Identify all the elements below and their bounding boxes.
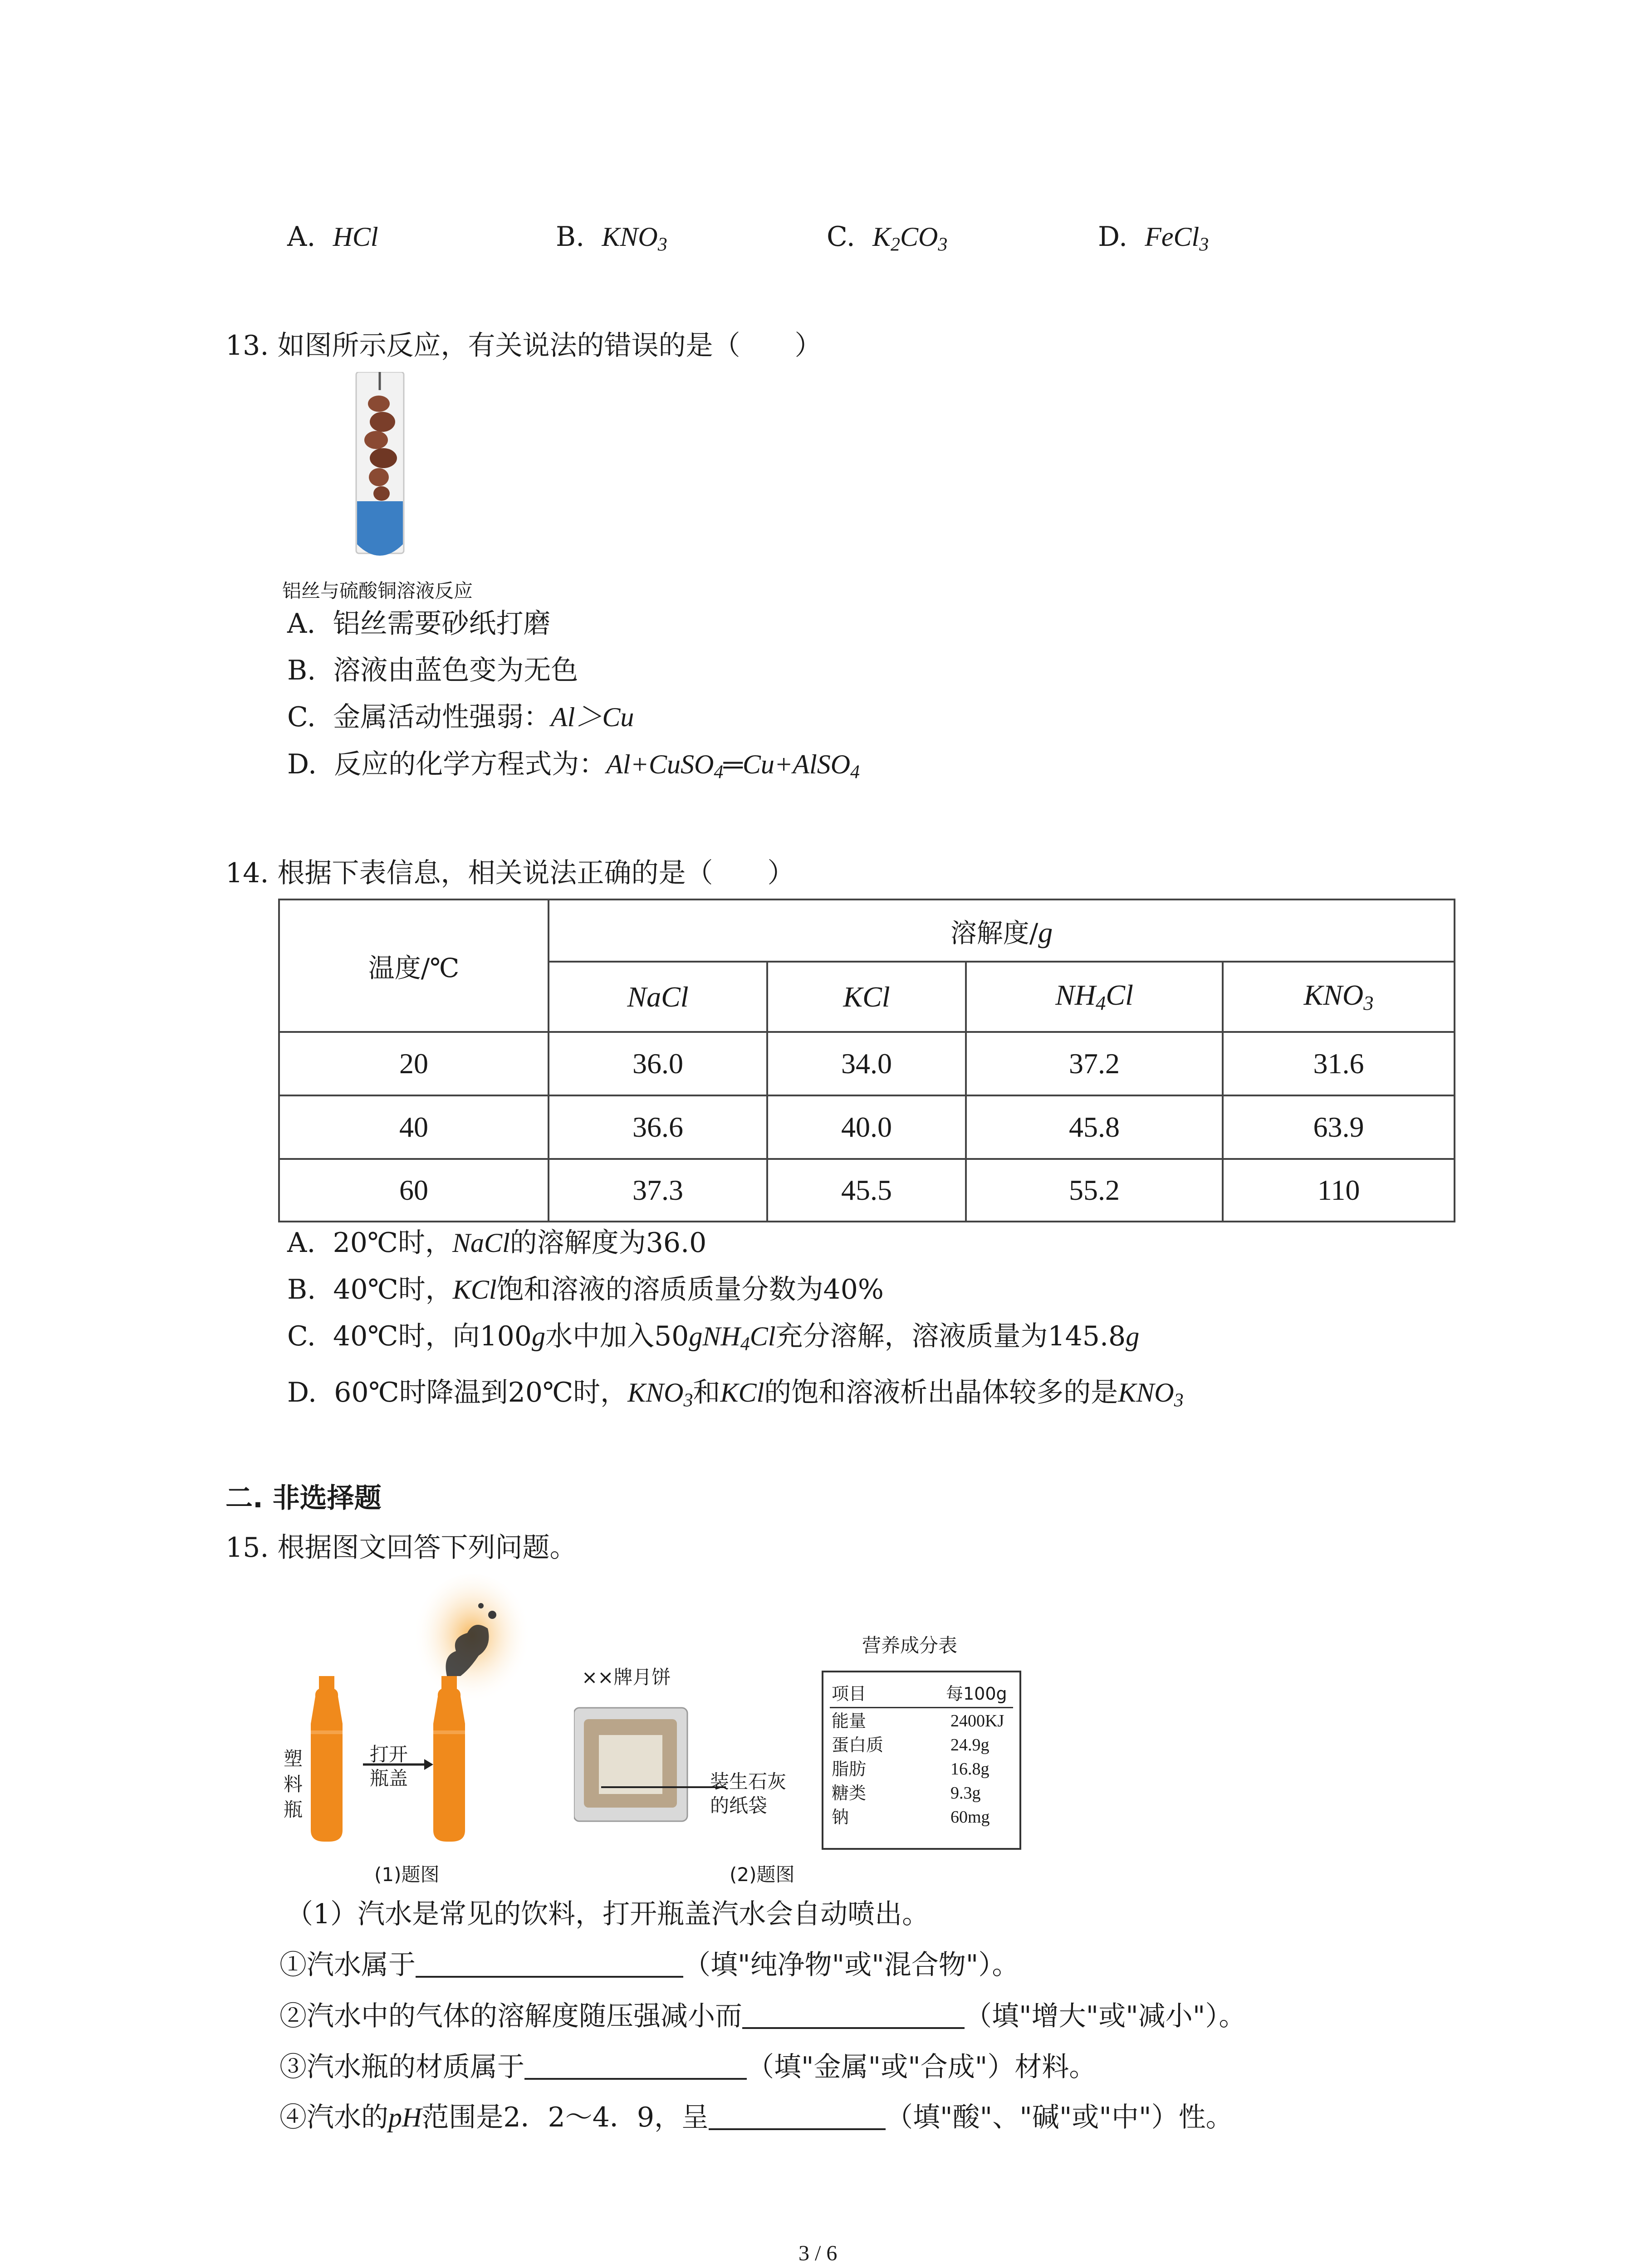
soda-bottles-figure <box>311 1574 529 1846</box>
formula: Al+CuSO <box>606 749 714 779</box>
q12-option-d <box>1098 219 1209 263</box>
item-text: ④汽水的 <box>279 2102 388 2133</box>
formula: pH <box>388 2102 422 2132</box>
formula: Cl <box>749 1321 776 1351</box>
col-header-nacl <box>549 962 767 1032</box>
nutrition-header-item: 项目 <box>832 1684 867 1704</box>
table-cell: 40 <box>279 1095 549 1159</box>
q13-option-c <box>287 699 634 735</box>
page-number: 3 / 6 <box>798 2241 838 2265</box>
table-row <box>279 1095 1455 1159</box>
q14-stem: 14. 根据下表信息，相关说法正确的是（ ） <box>225 857 795 889</box>
item-text: ②汽水中的气体的溶解度随压强减小而 <box>279 2000 742 2032</box>
subscript: 3 <box>683 1390 693 1411</box>
mooncake-package-figure <box>574 1701 728 1833</box>
q15-item-4 <box>279 2099 1233 2136</box>
q15-sub1: （1）汽水是常见的饮料，打开瓶盖汽水会自动喷出。 <box>286 1898 930 1930</box>
col-header-nh4cl: $NH_4Cl$ <box>966 962 1223 1032</box>
option-letter: A. <box>287 221 316 253</box>
formula: gNH <box>689 1321 740 1351</box>
q14-option-c <box>287 1318 1139 1363</box>
formula: KCl <box>452 1275 497 1305</box>
q13-option-a <box>287 606 551 642</box>
nutrition-title: 营养成分表 <box>862 1634 958 1657</box>
answer-blank[interactable] <box>709 2101 886 2130</box>
item-text: ③汽水瓶的材质属于 <box>279 2051 524 2083</box>
col-header-kno3: $KNO_3$ <box>1223 962 1455 1032</box>
option-text: 饱和溶液的溶质质量分数为40% <box>496 1274 884 1305</box>
subscript: 3 <box>1174 1390 1184 1411</box>
q14-option-d <box>287 1374 1184 1419</box>
option-text: 和 <box>693 1377 720 1408</box>
option-text: 20℃时， <box>333 1227 453 1259</box>
section-title: 二. 非选择题 <box>225 1482 382 1514</box>
nutrition-row-value: 16.8g <box>950 1760 989 1779</box>
action-label-cap: 瓶盖 <box>370 1767 408 1789</box>
q15-item-1 <box>279 1947 1019 1983</box>
option-text: 40℃时，向100 <box>333 1320 532 1352</box>
option-text: 水中加入50 <box>545 1320 689 1352</box>
nutrition-header-per: 每100g <box>946 1684 1007 1704</box>
formula: KNO <box>1118 1378 1174 1408</box>
item-text: （填"纯净物"或"混合物"）。 <box>683 1949 1019 1981</box>
option-text: 的溶解度为36.0 <box>509 1227 707 1259</box>
option-text: 铝丝需要砂纸打磨 <box>333 608 551 640</box>
bottle-label: 塑料瓶 <box>284 1748 303 1821</box>
option-text: 反应的化学方程式为： <box>334 748 607 780</box>
subscript: 2 <box>891 234 901 255</box>
formula: NaCl <box>452 1228 510 1258</box>
figure-caption: 铝丝与硫酸铜溶液反应 <box>282 580 473 602</box>
fig2-caption: (2)题图 <box>730 1863 795 1886</box>
option-letter: B. <box>287 655 316 686</box>
formula: KNO <box>602 222 658 252</box>
nutrition-row-name: 蛋白质 <box>832 1735 884 1755</box>
nutrition-row-name: 能量 <box>832 1711 867 1731</box>
formula: K <box>872 222 891 252</box>
table-cell: 55.2 <box>966 1159 1223 1222</box>
formula: KCl <box>720 1378 764 1408</box>
nutrition-row-value: 2400KJ <box>950 1711 1004 1730</box>
table-cell: 110 <box>1223 1159 1455 1222</box>
item-text: 范围是2．2～4．9，呈 <box>421 2102 709 2133</box>
formula: KNO <box>627 1378 684 1408</box>
option-letter: A. <box>287 1227 316 1259</box>
temp-header <box>279 899 549 1032</box>
option-letter: C. <box>827 221 855 253</box>
action-label-open: 打开 <box>370 1743 408 1765</box>
option-letter: C. <box>287 1320 316 1352</box>
option-letter: C. <box>287 701 316 733</box>
subscript: 4 <box>714 762 724 783</box>
item-text: （填"增大"或"减小"）。 <box>965 2000 1246 2032</box>
q14-option-a <box>287 1225 706 1261</box>
table-cell: 45.8 <box>966 1095 1223 1159</box>
col-header-kcl <box>767 962 966 1032</box>
table-cell: 34.0 <box>767 1032 966 1095</box>
q15-stem: 15. 根据图文回答下列问题。 <box>225 1532 577 1564</box>
q12-option-a <box>287 219 378 255</box>
formula: Al＞Cu <box>551 702 634 732</box>
table-row <box>279 1159 1455 1222</box>
option-text: 40℃时， <box>333 1274 453 1305</box>
table-cell: 36.0 <box>549 1032 767 1095</box>
formula: ═Cu+AlSO <box>723 749 851 779</box>
nutrition-row-value: 9.3g <box>950 1784 981 1803</box>
table-cell: 40.0 <box>767 1095 966 1159</box>
mooncake-title: ××牌月饼 <box>582 1666 671 1688</box>
subscript: 4 <box>850 762 860 783</box>
option-text: 溶液由蓝色变为无色 <box>333 655 578 686</box>
divider <box>830 1707 1013 1708</box>
solubility-table <box>278 899 1455 1222</box>
item-text: （填"金属"或"合成"）材料。 <box>747 2051 1097 2083</box>
formula: CO <box>900 222 938 252</box>
table-cell: 31.6 <box>1223 1032 1455 1095</box>
solubility-header <box>549 899 1455 962</box>
option-text: 金属活动性强弱： <box>333 701 551 733</box>
table-cell: 20 <box>279 1032 549 1095</box>
fig1-caption: (1)题图 <box>374 1863 440 1886</box>
nutrition-row-name: 钠 <box>832 1807 849 1827</box>
subscript: 4 <box>740 1334 750 1355</box>
option-text: 充分溶解，溶液质量为145.8 <box>775 1320 1126 1352</box>
nutrition-table <box>822 1671 1021 1850</box>
table-cell: 45.5 <box>767 1159 966 1222</box>
table-cell: 63.9 <box>1223 1095 1455 1159</box>
item-text: ①汽水属于 <box>279 1949 416 1981</box>
bag-label-2: 的纸袋 <box>710 1794 768 1817</box>
nutrition-row-value: 24.9g <box>950 1735 989 1755</box>
option-letter: D. <box>287 1377 317 1408</box>
table-cell: 37.3 <box>549 1159 767 1222</box>
q13-stem: 13. 如图所示反应，有关说法的错误的是（ ） <box>225 330 822 362</box>
nutrition-row-name: 糖类 <box>832 1783 867 1803</box>
option-letter: B. <box>287 1274 316 1305</box>
bag-label-1: 装生石灰 <box>710 1770 787 1793</box>
table-cell: 60 <box>279 1159 549 1222</box>
q13-option-d <box>287 746 860 791</box>
answer-blank[interactable] <box>524 2051 747 2080</box>
table-cell: 37.2 <box>966 1032 1223 1095</box>
header-text: 温度/℃ <box>368 953 460 983</box>
header-unit: g <box>1038 916 1053 948</box>
header-text: 溶解度/ <box>950 917 1038 948</box>
table-row <box>279 1032 1455 1095</box>
q14-option-b <box>287 1271 884 1308</box>
col-header: NaCl <box>627 980 689 1013</box>
item-text: （填"酸"、"碱"或"中"）性。 <box>886 2102 1233 2133</box>
formula: FeCl <box>1145 222 1200 252</box>
option-letter: B. <box>556 221 585 253</box>
option-letter: D. <box>1098 221 1128 253</box>
q15-item-3 <box>279 2049 1096 2085</box>
test-tube-figure <box>347 372 413 562</box>
nutrition-row-name: 脂肪 <box>832 1759 867 1779</box>
answer-blank[interactable] <box>416 1949 683 1978</box>
col-header: KCl <box>843 980 890 1013</box>
formula: HCl <box>333 222 378 252</box>
option-text: 的饱和溶液析出晶体较多的是 <box>764 1377 1118 1408</box>
answer-blank[interactable] <box>742 2000 965 2029</box>
option-letter: D. <box>287 748 317 780</box>
nutrition-row-value: 60mg <box>950 1808 990 1827</box>
unit: g <box>532 1321 545 1351</box>
q15-item-2 <box>279 1998 1246 2034</box>
subscript: 3 <box>1199 234 1209 255</box>
subscript: 3 <box>938 234 948 255</box>
option-letter: A. <box>287 608 316 640</box>
q12-option-c <box>827 219 947 263</box>
unit: g <box>1126 1321 1140 1351</box>
table-cell: 36.6 <box>549 1095 767 1159</box>
subscript: 3 <box>657 234 667 255</box>
q12-option-b <box>556 219 667 263</box>
option-text: 60℃时降温到20℃时， <box>334 1377 628 1408</box>
q13-option-b <box>287 652 578 689</box>
